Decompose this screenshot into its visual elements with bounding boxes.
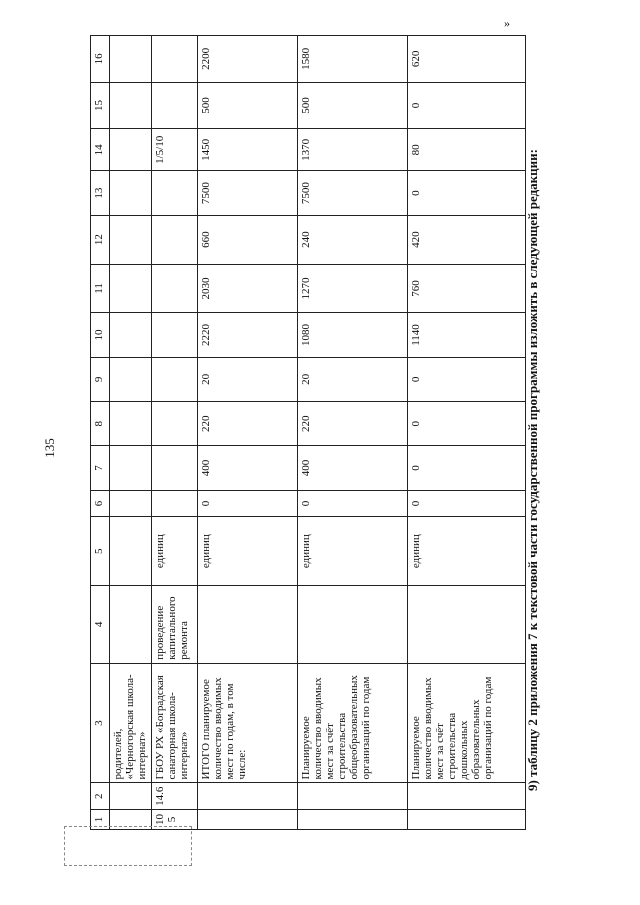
table-cell — [298, 586, 408, 664]
table-cell — [298, 783, 408, 810]
header-cell: 8 — [91, 402, 110, 446]
table-row — [408, 36, 526, 830]
table-cell: 2030 — [198, 264, 298, 313]
table-cell — [110, 402, 152, 446]
table-cell: 1580 — [298, 36, 408, 83]
header-cell: 1 — [91, 810, 110, 830]
table-cell — [198, 810, 298, 830]
header-cell: 2 — [91, 783, 110, 810]
table-cell — [152, 82, 198, 129]
table-cell — [110, 215, 152, 264]
table-cell: 1270 — [298, 264, 408, 313]
table-row — [152, 36, 198, 830]
table-cell: единиц — [152, 517, 198, 586]
table-cell: 1/5/10 — [152, 129, 198, 171]
table-cell: 0 — [408, 446, 526, 490]
header-cell: 16 — [91, 36, 110, 83]
header-cell: 5 — [91, 517, 110, 586]
table-cell: 0 — [408, 171, 526, 215]
stamp — [64, 826, 192, 866]
table-cell: ИТОГО планируемое количество вводимых мест по годам, в том числе: — [198, 663, 298, 783]
table-cell — [110, 313, 152, 357]
table-cell: 500 — [298, 82, 408, 129]
header-cell: 4 — [91, 586, 110, 664]
table-cell: 20 — [198, 357, 298, 401]
page-number: 135 — [42, 438, 57, 458]
table-cell: 0 — [408, 490, 526, 517]
table-caption: 9) таблицу 2 приложения 7 к текстовой части государственной программы изложить в следующей редакции: — [525, 149, 540, 791]
header-cell: 11 — [91, 264, 110, 313]
table-cell: 0 — [298, 490, 408, 517]
table-cell — [110, 129, 152, 171]
table-row — [298, 36, 408, 830]
table-row — [198, 36, 298, 830]
table-cell — [152, 313, 198, 357]
table-cell — [198, 586, 298, 664]
table-cell — [110, 264, 152, 313]
table-cell: 1080 — [298, 313, 408, 357]
table-cell: 7500 — [298, 171, 408, 215]
table-cell — [110, 586, 152, 664]
header-row — [91, 36, 110, 830]
arrow-mark-icon: » — [504, 16, 510, 30]
table-cell — [298, 810, 408, 830]
table-cell — [152, 215, 198, 264]
table-cell — [152, 357, 198, 401]
table-cell — [110, 171, 152, 215]
table-cell — [152, 402, 198, 446]
table-cell — [110, 446, 152, 490]
table-cell: Планируемое количество вводимых мест за счёт строительства дошкольных образовательных организаций по годам — [408, 663, 526, 783]
table-cell — [152, 264, 198, 313]
table-cell — [110, 517, 152, 586]
table-cell: 0 — [408, 357, 526, 401]
table-cell: единиц — [408, 517, 526, 586]
table-cell: 240 — [298, 215, 408, 264]
header-cell: 7 — [91, 446, 110, 490]
table-cell: 400 — [298, 446, 408, 490]
header-cell: 13 — [91, 171, 110, 215]
table-cell: 420 — [408, 215, 526, 264]
table-row — [110, 36, 152, 830]
table-cell: единиц — [298, 517, 408, 586]
header-cell: 9 — [91, 357, 110, 401]
header-cell: 15 — [91, 82, 110, 129]
header-cell: 3 — [91, 663, 110, 783]
table-cell: 0 — [198, 490, 298, 517]
table-cell — [110, 357, 152, 401]
table-cell: 1140 — [408, 313, 526, 357]
table-cell: 7500 — [198, 171, 298, 215]
table-cell: родителей, «Черногорская школа-интернат» — [110, 663, 152, 783]
table-cell: 620 — [408, 36, 526, 83]
table-cell: 1450 — [198, 129, 298, 171]
table-cell — [152, 490, 198, 517]
header-cell: 12 — [91, 215, 110, 264]
table-cell — [110, 36, 152, 83]
table-cell: 400 — [198, 446, 298, 490]
table-cell — [198, 783, 298, 810]
table-cell — [110, 783, 152, 810]
table-cell — [152, 171, 198, 215]
data-table — [90, 35, 526, 830]
table-cell: 2200 — [198, 36, 298, 83]
table-cell: 0 — [408, 82, 526, 129]
header-cell: 10 — [91, 313, 110, 357]
header-cell: 6 — [91, 490, 110, 517]
table-cell: ГБОУ РХ «Боградская санаторная школа-интернат» — [152, 663, 198, 783]
table-cell: 2220 — [198, 313, 298, 357]
table-cell: 0 — [408, 402, 526, 446]
table-cell: единиц — [198, 517, 298, 586]
table-cell — [110, 490, 152, 517]
table-cell: 760 — [408, 264, 526, 313]
table-cell — [408, 586, 526, 664]
table-cell: 500 — [198, 82, 298, 129]
table-cell: 220 — [298, 402, 408, 446]
table-container — [90, 35, 522, 830]
table-cell — [408, 810, 526, 830]
table-cell: Планируемое количество вводимых мест за счёт строительства общеобразовательных организаций по годам — [298, 663, 408, 783]
table-cell: 20 — [298, 357, 408, 401]
table-cell — [110, 82, 152, 129]
table-cell — [152, 36, 198, 83]
header-cell: 14 — [91, 129, 110, 171]
table-cell: 1370 — [298, 129, 408, 171]
table-cell — [152, 446, 198, 490]
table-cell — [408, 783, 526, 810]
table-cell: 14.6 — [152, 783, 198, 810]
table-cell: 660 — [198, 215, 298, 264]
table-cell: 220 — [198, 402, 298, 446]
table-cell: 80 — [408, 129, 526, 171]
table-cell: проведение капитального ремонта — [152, 586, 198, 664]
table-cell: 105 — [152, 810, 198, 830]
